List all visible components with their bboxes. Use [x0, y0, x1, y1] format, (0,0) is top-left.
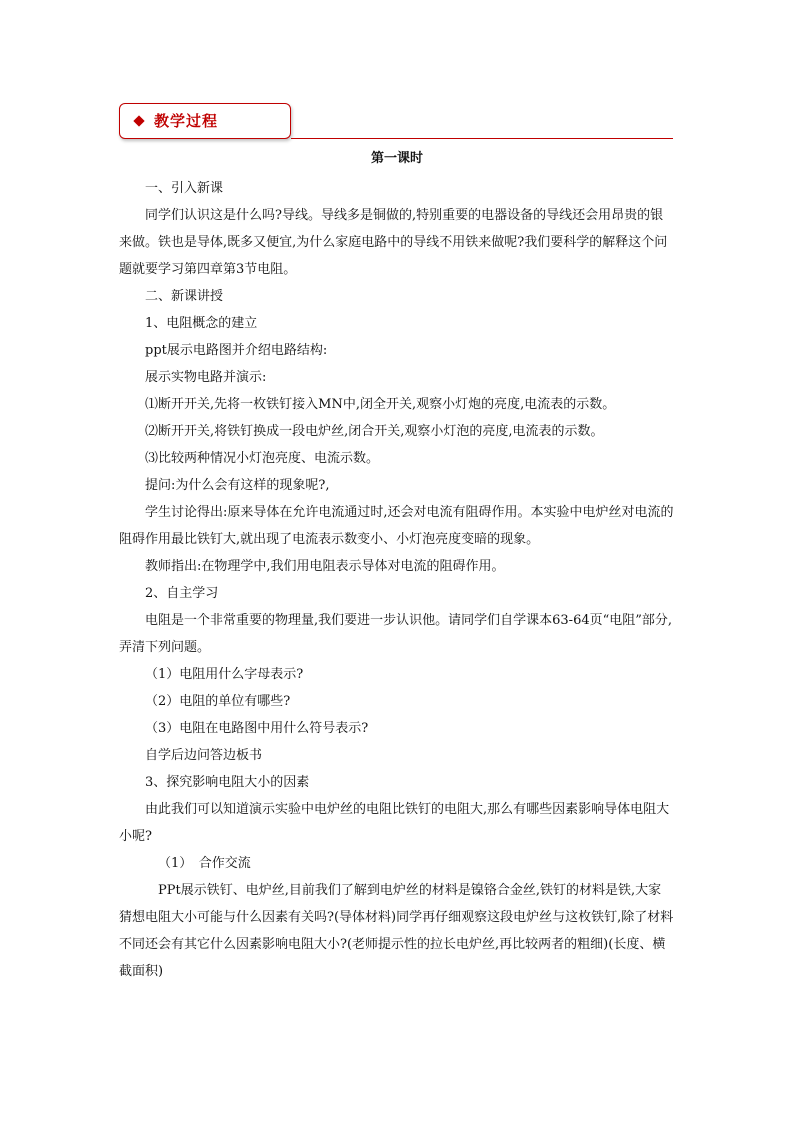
paragraph-factors-heading: 3、探究影响电阻大小的因素 — [145, 775, 310, 790]
paragraph-question-3: （3）电阻在电路图中用什么符号表示? — [145, 721, 369, 736]
section-header-box — [119, 103, 291, 139]
paragraph-demo: 展示实物电路并演示: — [145, 370, 267, 385]
paragraph-board-note: 自学后边问答边板书 — [145, 748, 263, 763]
header-underline — [291, 138, 673, 139]
lesson-body — [119, 175, 674, 985]
paragraph-step-2: ⑵断开开关,将铁钉换成一段电炉丝,闭合开关,观察小灯泡的亮度,电流表的示数。 — [145, 424, 604, 439]
paragraph-discussion: 学生讨论得出:原来导体在允许电流通过时,还会对电流有阻碍作用。本实验中电炉丝对电流的阻碍作用最比铁钉大,就出现了电流表示数变小、小灯泡亮度变暗的现象。 — [119, 505, 674, 547]
paragraph-teacher-note: 教师指出:在物理学中,我们用电阻表示导体对电流的阻碍作用。 — [145, 559, 505, 574]
diamond-bullet-icon — [133, 115, 144, 126]
paragraph-step-3: ⑶比较两种情况小灯泡亮度、电流示数。 — [145, 451, 380, 466]
lesson-title: 第一课时 — [370, 151, 423, 166]
paragraph-question: 提问:为什么会有这样的现象呢?, — [145, 478, 330, 493]
paragraph-question-1: （1）电阻用什么字母表示? — [145, 667, 304, 682]
paragraph-self-study-text: 电阻是一个非常重要的物理量,我们要进一步认识他。请同学们自学课本63-64页“电阻”部分,弄清下列问题。 — [119, 613, 673, 655]
paragraph-question-2: （2）电阻的单位有哪些? — [145, 694, 291, 709]
paragraph-concept-heading: 1、电阻概念的建立 — [145, 316, 258, 331]
paragraph-cooperation-heading: （1） 合作交流 — [158, 856, 251, 871]
paragraph-intro-text: 同学们认识这是什么吗?导线。导线多是铜做的,特别重要的电器设备的导线还会用昂贵的银来做。铁也是导体,既多又便宜,为什么家庭电路中的导线不用铁来做呢?我们要科学的解释这个问题就要学习第四章第3节电阻。 — [119, 208, 668, 277]
paragraph-step-1: ⑴断开开关,先将一枚铁钉接入MN中,闭全开关,观察小灯炮的亮度,电流表的示数。 — [145, 397, 616, 412]
paragraph-factors-text: 由此我们可以知道演示实验中电炉丝的电阻比铁钉的电阻大,那么有哪些因素影响导体电阻大小呢? — [119, 802, 670, 844]
paragraph-intro-heading: 一、引入新课 — [145, 181, 224, 196]
paragraph-self-study-heading: 2、自主学习 — [145, 586, 219, 601]
paragraph-cooperation-text: PPt展示铁钉、电炉丝,目前我们了解到电炉丝的材料是镍铬合金丝,铁钉的材料是铁,大家猜想电阻大小可能与什么因素有关吗?(导体材料)同学再仔细观察这段电炉丝与这枚铁钉,除了材料不同还会有其它什么因素影响电阻大小?(老师提示性的拉长电炉丝,再比较两者的粗细)(长度、横截面积) — [119, 883, 674, 979]
paragraph-new-lesson-heading: 二、新课讲授 — [145, 289, 224, 304]
paragraph-ppt-circuit: ppt展示电路图并介绍电路结构: — [145, 343, 328, 358]
section-header-title: 教学过程 — [154, 112, 219, 130]
